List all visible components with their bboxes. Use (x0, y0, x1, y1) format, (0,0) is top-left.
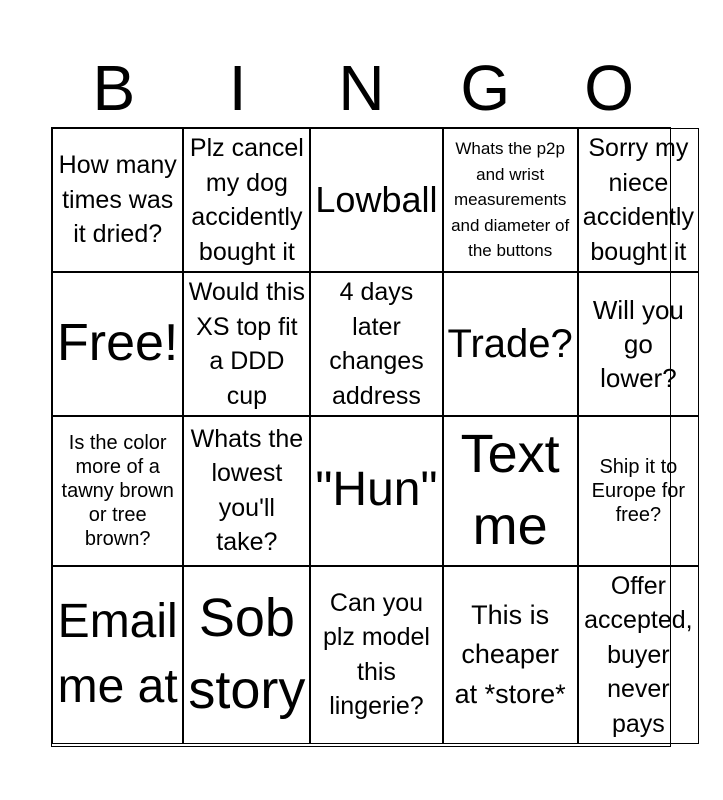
bingo-square[interactable]: Sorry my niece accidently bought it (578, 128, 699, 272)
bingo-square[interactable]: This is cheaper at *store* (443, 566, 578, 745)
header-letter-n: N (338, 52, 385, 124)
bingo-square[interactable]: "Hun" (310, 416, 442, 566)
header-letter-b: B (92, 52, 136, 124)
bingo-square[interactable]: Will you go lower? (578, 272, 699, 416)
bingo-square[interactable]: Whats the p2p and wrist measurements and diameter of the buttons (443, 128, 578, 272)
bingo-square[interactable]: Lowball (310, 128, 442, 272)
bingo-square[interactable]: Free! (52, 272, 183, 416)
header-letter-g: G (460, 52, 511, 124)
bingo-header (52, 52, 671, 124)
bingo-square[interactable]: Ship it to Europe for free? (578, 416, 699, 566)
bingo-square[interactable]: Trade? (443, 272, 578, 416)
bingo-square[interactable]: How many times was it dried? (52, 128, 183, 272)
bingo-square[interactable]: Is the color more of a tawny brown or tree brown? (52, 416, 183, 566)
bingo-square[interactable]: Offer accepted, buyer never pays (578, 566, 699, 745)
bingo-square[interactable]: Would this XS top fit a DDD cup (183, 272, 310, 416)
bingo-square[interactable]: Whats the lowest you'll take? (183, 416, 310, 566)
bingo-square[interactable]: Plz cancel my dog accidently bought it (183, 128, 310, 272)
bingo-square[interactable]: Can you plz model this lingerie? (310, 566, 442, 745)
bingo-square[interactable]: 4 days later changes address (310, 272, 442, 416)
bingo-square[interactable]: Sob story (183, 566, 310, 745)
header-letter-o: O (584, 52, 634, 124)
bingo-square[interactable]: Email me at (52, 566, 183, 745)
header-letter-i: I (228, 52, 247, 124)
bingo-card-grid (51, 127, 694, 747)
bingo-square[interactable]: Text me (443, 416, 578, 566)
